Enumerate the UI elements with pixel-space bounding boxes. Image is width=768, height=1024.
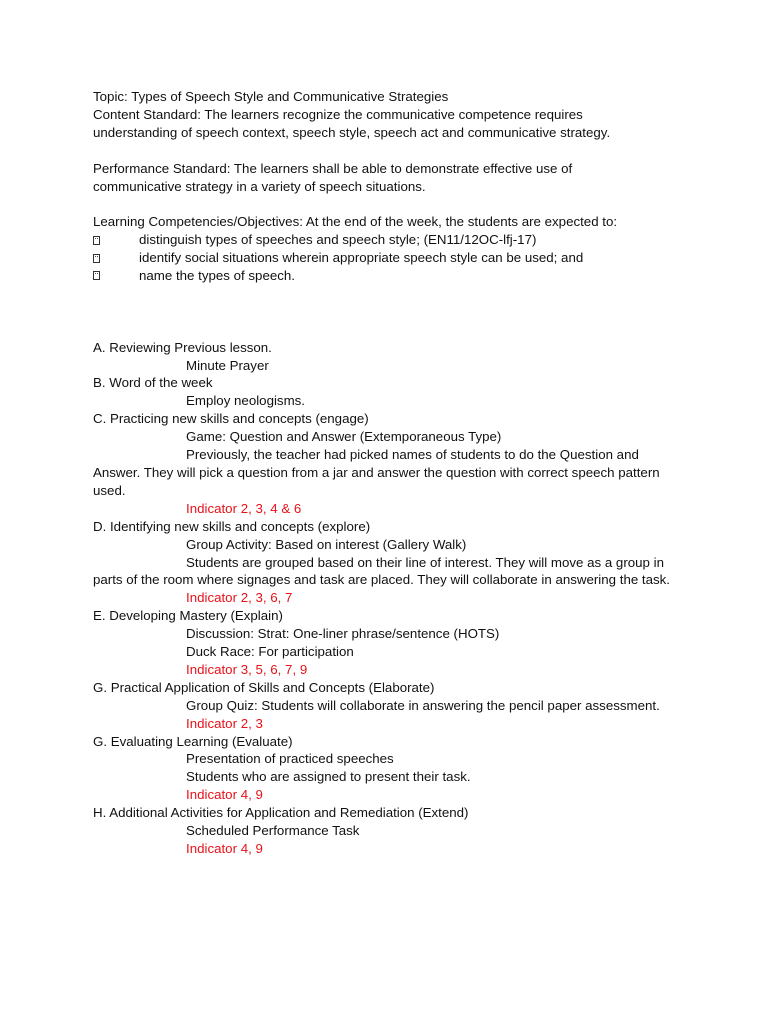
section-g-elaborate-paragraph: Group Quiz: Students will collaborate in answering the pencil paper assessment.: [186, 697, 660, 713]
section-a-item: Minute Prayer: [186, 357, 269, 373]
section-d-indicator: Indicator 2, 3, 6, 7: [186, 590, 293, 606]
section-d-item: Group Activity: Based on interest (Gallery Walk): [186, 536, 467, 552]
section-e-item-1: Discussion: Strat: One-liner phrase/sentence (HOTS): [186, 626, 500, 642]
section-d-heading: D. Identifying new skills and concepts (explore): [93, 518, 371, 534]
performance-standard-line-1: Performance Standard: The learners shall be able to demonstrate effective use of: [93, 160, 573, 176]
section-h-item: Scheduled Performance Task: [186, 823, 360, 839]
bullet-glyph-icon: [93, 271, 100, 280]
section-g-elaborate-heading: G. Practical Application of Skills and Concepts (Elaborate): [93, 679, 435, 695]
bullet-glyph-icon: [93, 254, 100, 263]
section-c-indicator: Indicator 2, 3, 4 & 6: [186, 500, 302, 516]
objective-text: name the types of speech.: [139, 268, 295, 284]
lesson-plan-document: [93, 88, 683, 858]
objective-item: [93, 249, 683, 267]
objectives-heading: Learning Competencies/Objectives: At the end of the week, the students are expected to:: [93, 214, 618, 230]
performance-standard-line-2: communicative strategy in a variety of speech situations.: [93, 178, 426, 194]
section-c-heading: C. Practicing new skills and concepts (engage): [93, 411, 369, 427]
bullet-glyph-icon: [93, 236, 100, 245]
objective-item: [93, 267, 683, 285]
section-g-evaluate-item-1: Presentation of practiced speeches: [186, 751, 394, 767]
section-e-heading: E. Developing Mastery (Explain): [93, 608, 283, 624]
section-c-paragraph: Previously, the teacher had picked names of students to do the Question and Answer. They will pick a question from a jar and answer the question with correct speech pattern used.: [93, 447, 660, 498]
section-h-heading: H. Additional Activities for Application and Remediation (Extend): [93, 805, 469, 821]
objective-text: identify social situations wherein appropriate speech style can be used; and: [139, 250, 584, 266]
section-b-item: Employ neologisms.: [186, 393, 305, 409]
section-a-heading: A. Reviewing Previous lesson.: [93, 339, 272, 355]
section-e-item-2: Duck Race: For participation: [186, 644, 354, 660]
section-b-heading: B. Word of the week: [93, 375, 213, 391]
objective-text: distinguish types of speeches and speech style; (EN11/12OC-lfj-17): [139, 232, 537, 248]
section-h-indicator: Indicator 4, 9: [186, 841, 263, 856]
section-e-indicator: Indicator 3, 5, 6, 7, 9: [186, 661, 308, 677]
topic-line: Topic: Types of Speech Style and Communicative Strategies: [93, 89, 449, 104]
content-standard-line-2: understanding of speech context, speech style, speech act and communicative strategy.: [93, 124, 611, 140]
content-standard-line-1: Content Standard: The learners recognize the communicative competence requires: [93, 106, 583, 122]
section-g-evaluate-item-2: Students who are assigned to present their task.: [186, 769, 471, 785]
section-g-evaluate-indicator: Indicator 4, 9: [186, 787, 263, 803]
section-g-elaborate-indicator: Indicator 2, 3: [186, 715, 263, 731]
section-g-evaluate-heading: G. Evaluating Learning (Evaluate): [93, 733, 293, 749]
section-c-item: Game: Question and Answer (Extemporaneous Type): [186, 429, 502, 445]
objective-item: [93, 231, 683, 249]
section-d-paragraph: Students are grouped based on their line of interest. They will move as a group in parts of the room where signages and task are placed. They will collaborate in answering the task.: [93, 554, 671, 588]
